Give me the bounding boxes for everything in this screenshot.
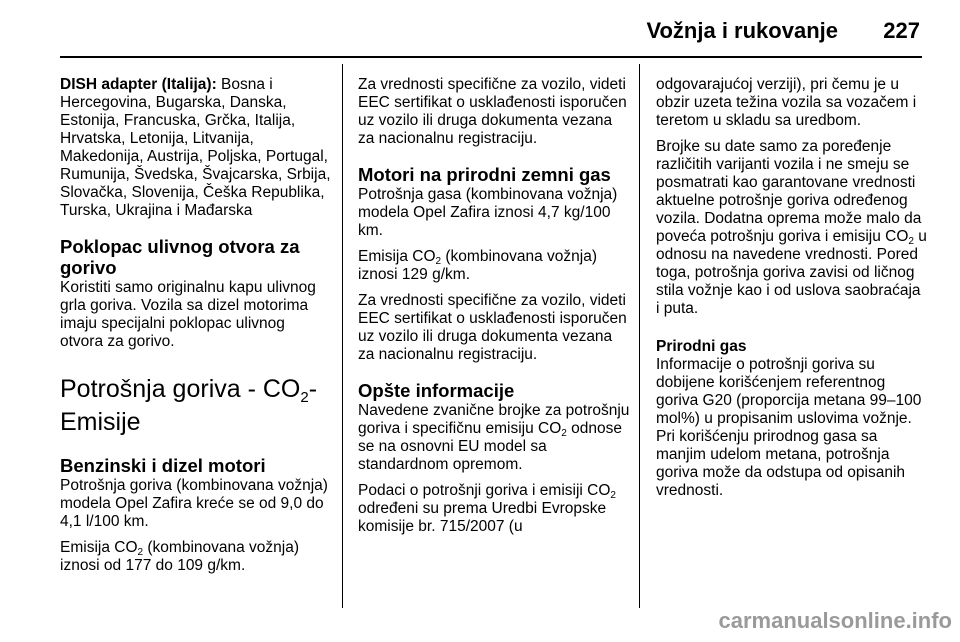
column-3 [656, 76, 928, 508]
watermark: carmanualsonline.info [718, 608, 952, 633]
header-rule [60, 56, 922, 58]
petrol-diesel-heading: Benzinski i dizel motori [60, 455, 266, 476]
header-title: Vožnja i rukovanje [646, 18, 838, 43]
eec-certificate-text-2: Za vrednosti specifične za vozilo, videti EEC sertifikat o usklađenosti isporučen uz vozilo ili druga dokumenta vezana za nacionalnu registraciju. [358, 292, 627, 363]
regulation-data-text: Podaci o potrošnji goriva i emisiji $CO_2$ određeni su prema Uredbi Evropske komisije br. 715/2007 (u [358, 482, 616, 535]
natural-gas-consumption-text: Potrošnja gasa (kombinovana vožnja) modela Opel Zafira iznosi 4,7 kg/100 km. [358, 186, 618, 239]
general-information-text: Navedene zvanične brojke za potrošnju goriva i specifičnu emisiju $CO_2$ odnose se na osnovni EU model sa standardnom opremom. [358, 402, 630, 473]
dish-adapter-paragraph [60, 76, 332, 220]
dish-adapter-countries: Bosna i Hercegovina, Bugarska, Danska, Estonija, Francuska, Grčka, Italija, Hrvatska, Letonija, Litvanija, Makedonija, Austrija, Poljska, Portugal, Rumunija, Švedska, Švajcarska, Srbija, Slovačka, Slovenija, Češka Republika, Turska, Ukrajina i Mađarska [60, 76, 331, 219]
fuel-consumption-main-heading: Potrošnja goriva - $CO_2$-Emisije [60, 375, 318, 436]
petrol-diesel-emission-text: Emisija $CO_2$ (kombinovana vožnja) iznosi od 177 do 109 g/km. [60, 539, 300, 574]
page-number: 227 [883, 18, 920, 43]
regulation-continued-text: odgovarajućoj verziji), pri čemu je u obzir uzeta težina vozila sa vozačem i teretom u skladu sa uredbom. [656, 76, 917, 129]
natural-gas-info-text: Informacije o potrošnji goriva su dobijene korišćenjem referentnog goriva G20 (proporcija metana 99–100 mol%) u propisanim uslovima vožnje. Pri korišćenju prirodnog gasa sa manjim udelom metana, potrošnja goriva može da odstupa od opisanih vrednosti. [656, 356, 922, 499]
general-information-heading: Opšte informacije [358, 380, 515, 401]
dish-adapter-label: DISH adapter (Italija): [60, 76, 217, 93]
natural-gas-emission-text: Emisija $CO_2$ (kombinovana vožnja) iznosi 129 g/km. [358, 248, 598, 283]
natural-gas-engines-heading: Motori na prirodni zemni gas [358, 164, 611, 185]
fuel-cap-text: Koristiti samo originalnu kapu ulivnog grla goriva. Vozila sa dizel motorima imaju specijalni poklopac ulivnog otvora za gorivo. [60, 279, 316, 350]
column-1 [60, 76, 332, 583]
natural-gas-heading: Prirodni gas [656, 338, 747, 355]
eec-certificate-text-1: Za vrednosti specifične za vozilo, videti EEC sertifikat o usklađenosti isporučen uz vozilo ili druga dokumenta vezana za nacionalnu registraciju. [358, 76, 627, 147]
comparison-disclaimer-text: Brojke su date samo za poređenje različitih varijanti vozila i ne smeju se posmatrati kao garantovane vrednosti aktuelne potrošnje goriva određenog vozila. Dodatna oprema može malo da poveća potrošnju goriva i emisiju $CO_2$ u odnosu na navedene vrednosti. Pored toga, potrošnja goriva zavisi od ličnog stila vožnje kao i od uslova saobraćaja i puta. [656, 138, 927, 317]
column-2 [358, 76, 630, 544]
column-divider-2 [639, 64, 640, 608]
petrol-diesel-consumption-text: Potrošnja goriva (kombinovana vožnja) modela Opel Zafira kreće se od 9,0 do 4,1 l/100 km. [60, 477, 328, 530]
fuel-cap-heading: Poklopac ulivnog otvora za gorivo [60, 236, 300, 278]
column-divider-1 [342, 64, 343, 608]
